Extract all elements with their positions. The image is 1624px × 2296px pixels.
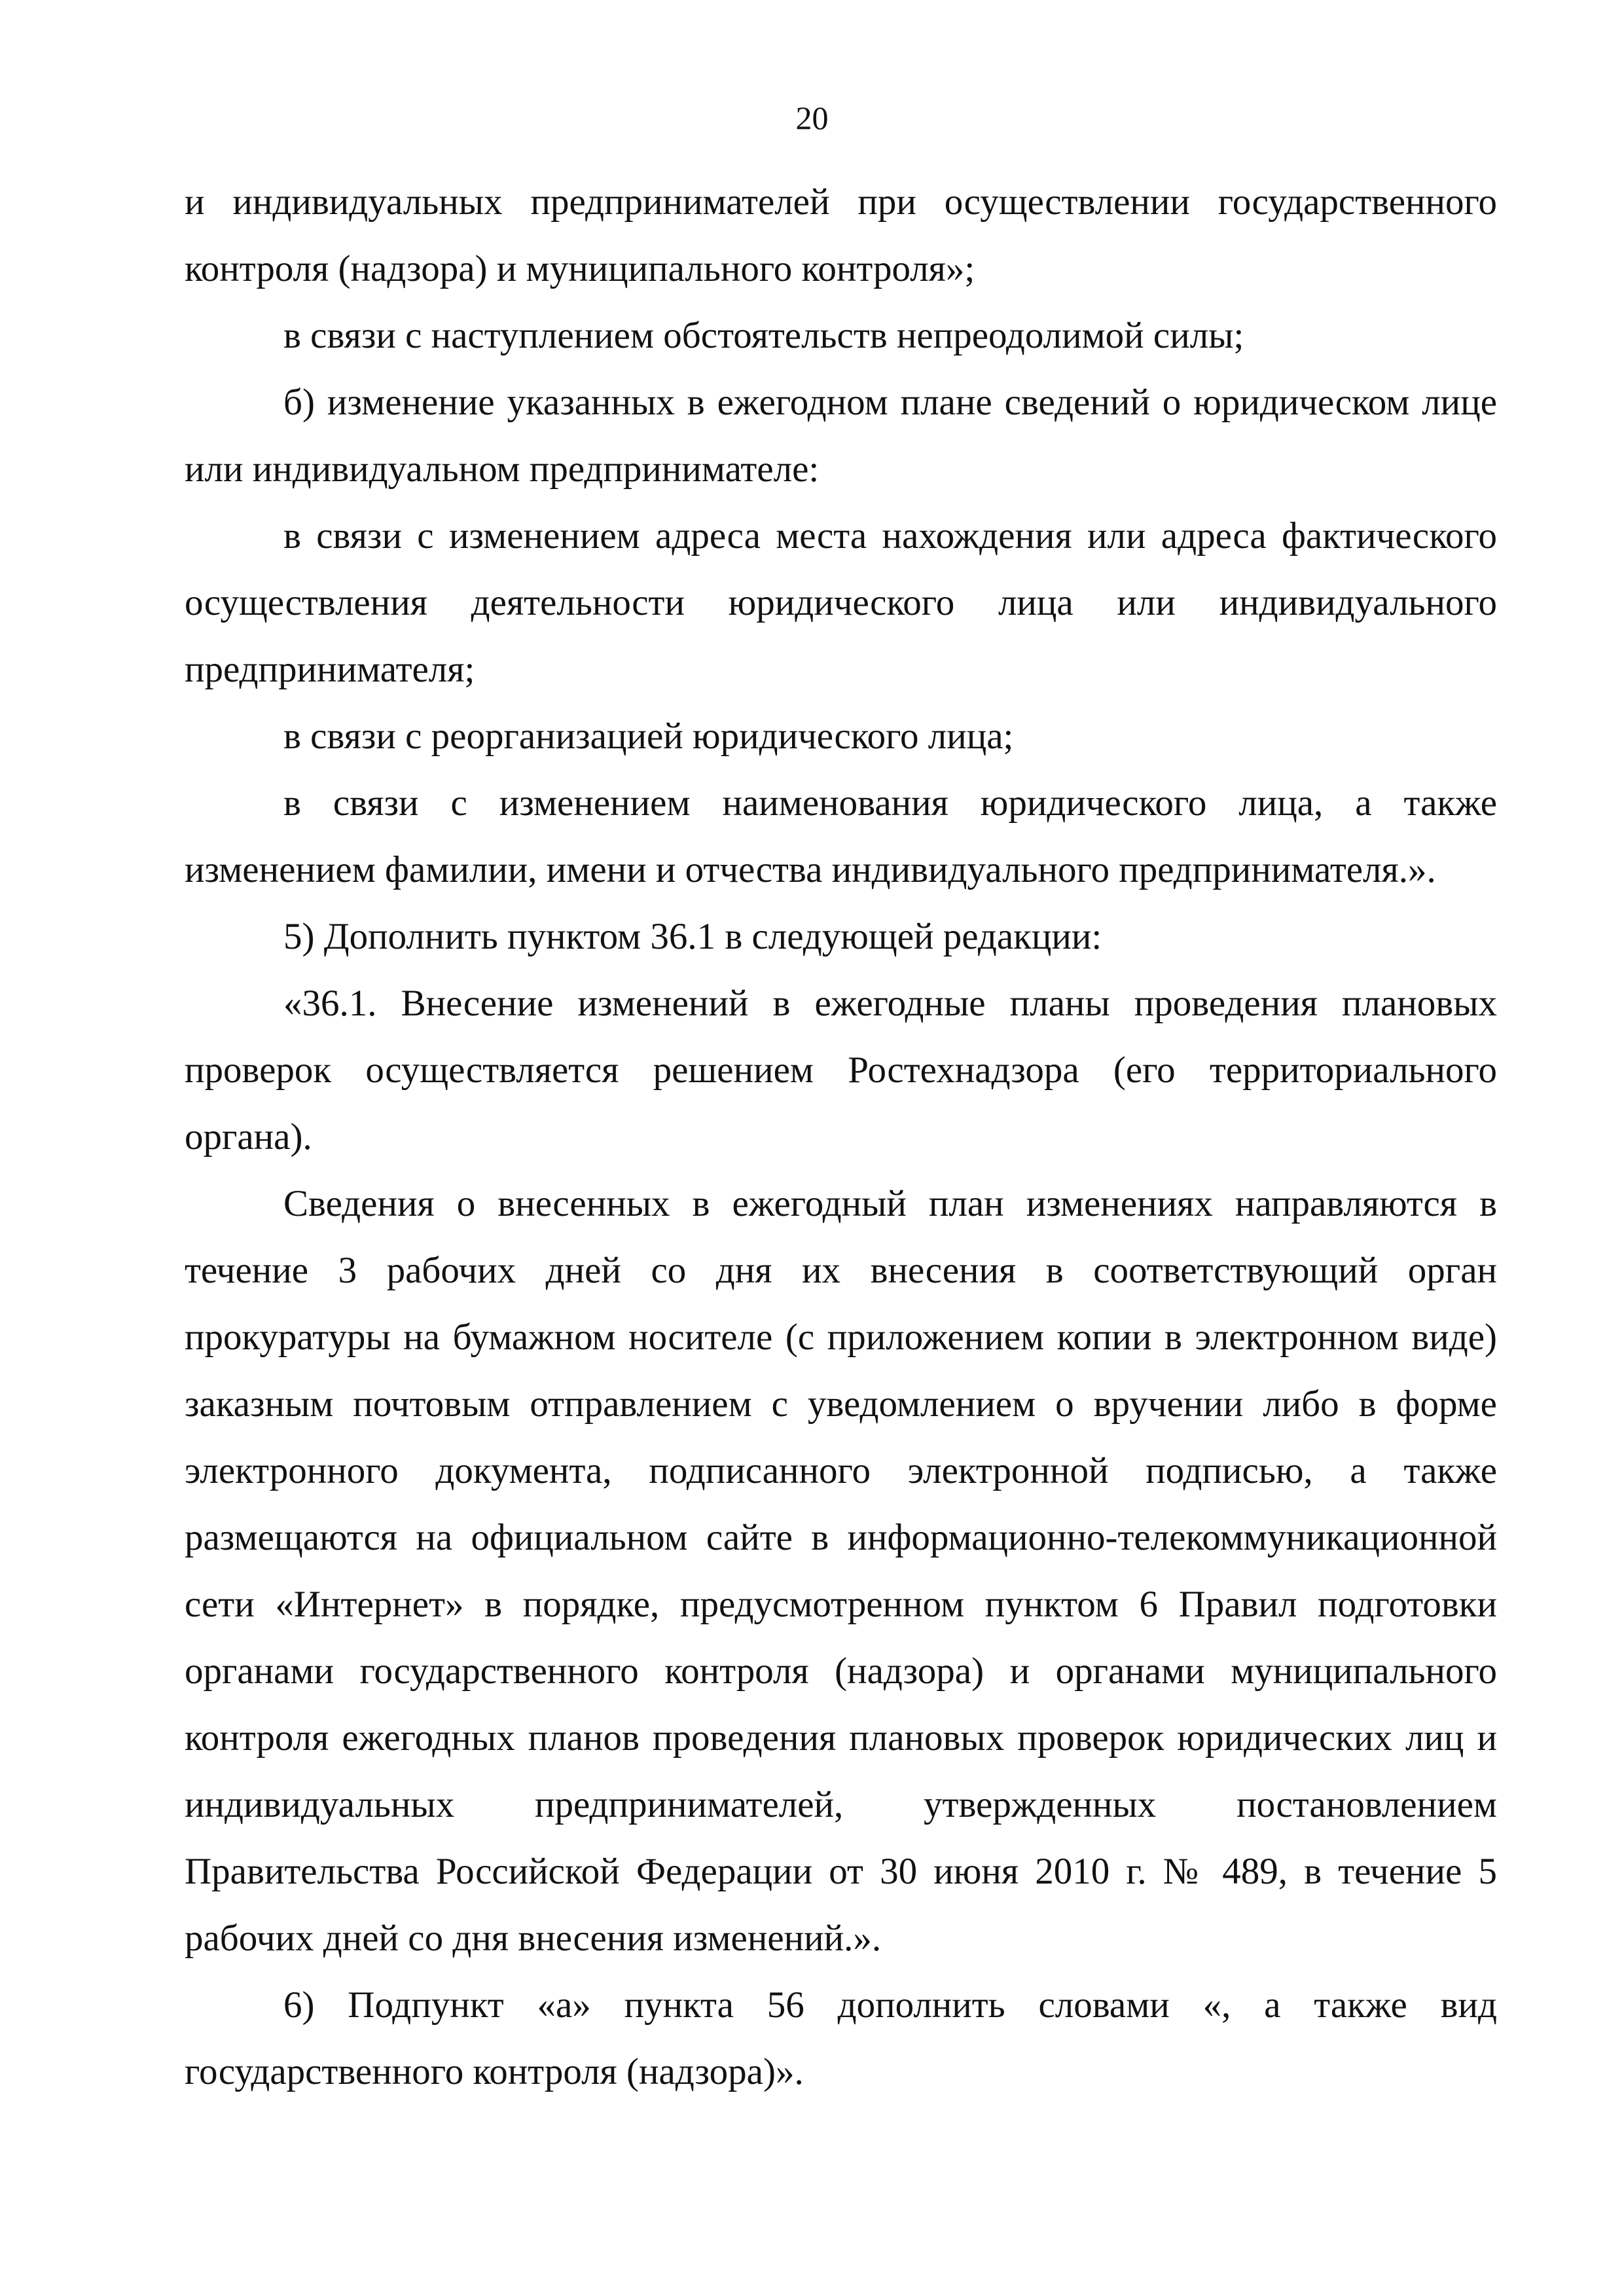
- paragraph-item-5: 5) Дополнить пунктом 36.1 в следующей редакции:: [283, 916, 1102, 957]
- paragraph-item-b: б) изменение указанных в ежегодном плане сведений о юридическом лице или индивидуальном предпринимателе:: [185, 382, 1497, 490]
- page-number: 20: [795, 100, 829, 136]
- paragraph-name-change: в связи с изменением наименования юридического лица, а также изменением фамилии, имени и отчества индивидуального предпринимателя.».: [185, 782, 1497, 890]
- paragraph-changes-info: Сведения о внесенных в ежегодный план изменениях направляются в течение 3 рабочих дней со дня их внесения в соответствующий орган прокуратуры на бумажном носителе (с приложением копии в электронном виде) заказным почтовым отправлением с уведомлением о вручении либо в форме электронного документа, подписанного электронной подписью, а также размещаются на официальном сайте в информационно-телекоммуникационной сети «Интернет» в порядке, предусмотренном пунктом 6 Правил подготовки органами государственного контроля (надзора) и органами муниципального контроля ежегодных планов проведения плановых проверок юридических лиц и индивидуальных предпринимателей, утвержденных постановлением Правительства Российской Федерации от 30 июня 2010 г. № 489, в течение 5 рабочих дней со дня внесения изменений.».: [185, 1183, 1497, 1959]
- paragraph-reorganization: в связи с реорганизацией юридического лица;: [283, 716, 1014, 757]
- paragraph-force-majeure: в связи с наступлением обстоятельств непреодолимой силы;: [283, 315, 1244, 356]
- document-body: [185, 169, 1497, 2105]
- paragraph-item-6: 6) Подпункт «а» пункта 56 дополнить словами «, а также вид государственного контроля (надзора)».: [185, 1984, 1497, 2092]
- paragraph-clause-36-1: «36.1. Внесение изменений в ежегодные планы проведения плановых проверок осуществляется решением Ростехнадзора (его территориального органа).: [185, 983, 1497, 1157]
- paragraph-continuation: и индивидуальных предпринимателей при осуществлении государственного контроля (надзора) и муниципального контроля»;: [185, 181, 1497, 289]
- paragraph-address-change: в связи с изменением адреса места нахождения или адреса фактического осуществления деятельности юридического лица или индивидуального предпринимателя;: [185, 515, 1497, 690]
